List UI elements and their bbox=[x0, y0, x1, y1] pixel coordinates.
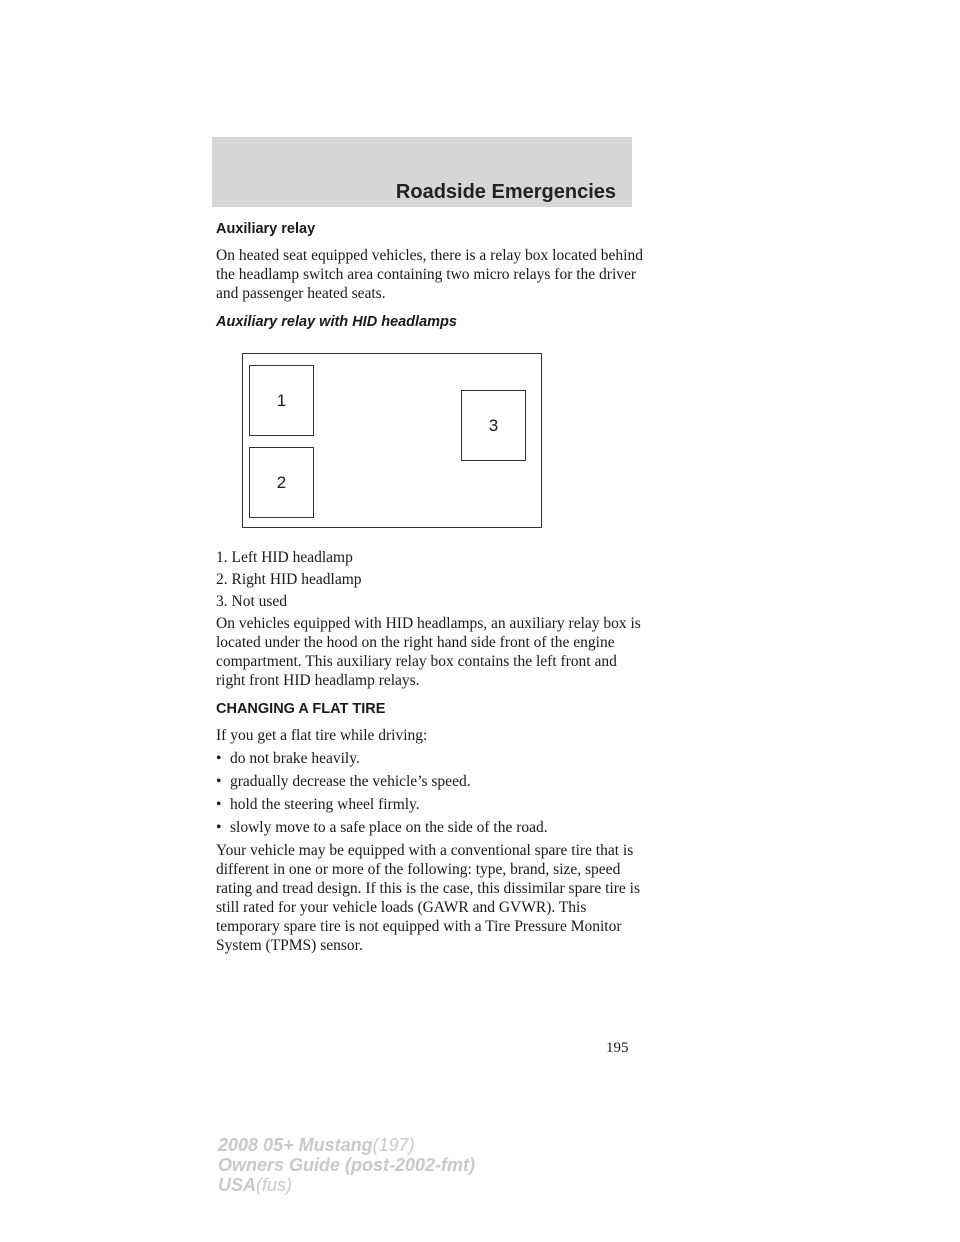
footer-page-ref: (197) bbox=[372, 1135, 415, 1155]
flat-tire-intro: If you get a flat tire while driving: bbox=[216, 727, 428, 744]
footer-market: USA bbox=[218, 1175, 257, 1195]
list-item: • gradually decrease the vehicle’s speed. bbox=[216, 773, 471, 790]
list-item: • slowly move to a safe place on the side of the road. bbox=[216, 819, 548, 836]
aux-relay-paragraph: On heated seat equipped vehicles, there is a relay box located behind the headlamp switch area containing two micro relays for the driver and passenger heated seats. bbox=[216, 247, 643, 302]
section-title: Roadside Emergencies bbox=[395, 181, 616, 203]
bullet-icon: • bbox=[216, 750, 222, 767]
hid-paragraph: On vehicles equipped with HID headlamps, an auxiliary relay box is located under the hood on the right hand side front of the engine compartment. This auxiliary relay box contains the left front and right front HID headlamp relays. bbox=[216, 615, 641, 689]
page-number: 195 bbox=[606, 1040, 629, 1056]
relay-box-diagram bbox=[242, 353, 542, 528]
spare-tire-paragraph: Your vehicle may be equipped with a conventional spare tire that is different in one or more of the following: type, brand, size, speed rating and tread design. If this is the case, this dissimilar spare tire is still rated for your vehicle loads (GAWR and GVWR). This temporary spare tire is not equipped with a Tire Pressure Monitor System (TPMS) sensor. bbox=[216, 842, 640, 954]
header-band bbox=[212, 137, 632, 207]
list-item: • do not brake heavily. bbox=[216, 750, 360, 767]
relay-1: 1 bbox=[249, 365, 314, 436]
flat-tire-heading: CHANGING A FLAT TIRE bbox=[216, 701, 386, 717]
legend-item-2: 2. Right HID headlamp bbox=[216, 571, 362, 588]
bullet-icon: • bbox=[216, 796, 222, 813]
bullet-icon: • bbox=[216, 773, 222, 790]
footer-model: 2008 05+ Mustang bbox=[218, 1135, 373, 1155]
relay-2: 2 bbox=[249, 447, 314, 518]
legend-item-1: 1. Left HID headlamp bbox=[216, 549, 353, 566]
relay-3: 3 bbox=[461, 390, 526, 461]
footer-watermark bbox=[218, 1135, 475, 1195]
hid-relay-heading: Auxiliary relay with HID headlamps bbox=[216, 314, 457, 330]
footer-lang: (fus) bbox=[256, 1175, 293, 1195]
page-content bbox=[216, 221, 646, 955]
bullet-icon: • bbox=[216, 819, 222, 836]
aux-relay-heading: Auxiliary relay bbox=[216, 221, 316, 237]
footer-guide: Owners Guide (post-2002-fmt) bbox=[218, 1155, 476, 1175]
flat-tire-list bbox=[216, 749, 646, 837]
list-item: • hold the steering wheel firmly. bbox=[216, 796, 420, 813]
legend-item-3: 3. Not used bbox=[216, 593, 288, 610]
